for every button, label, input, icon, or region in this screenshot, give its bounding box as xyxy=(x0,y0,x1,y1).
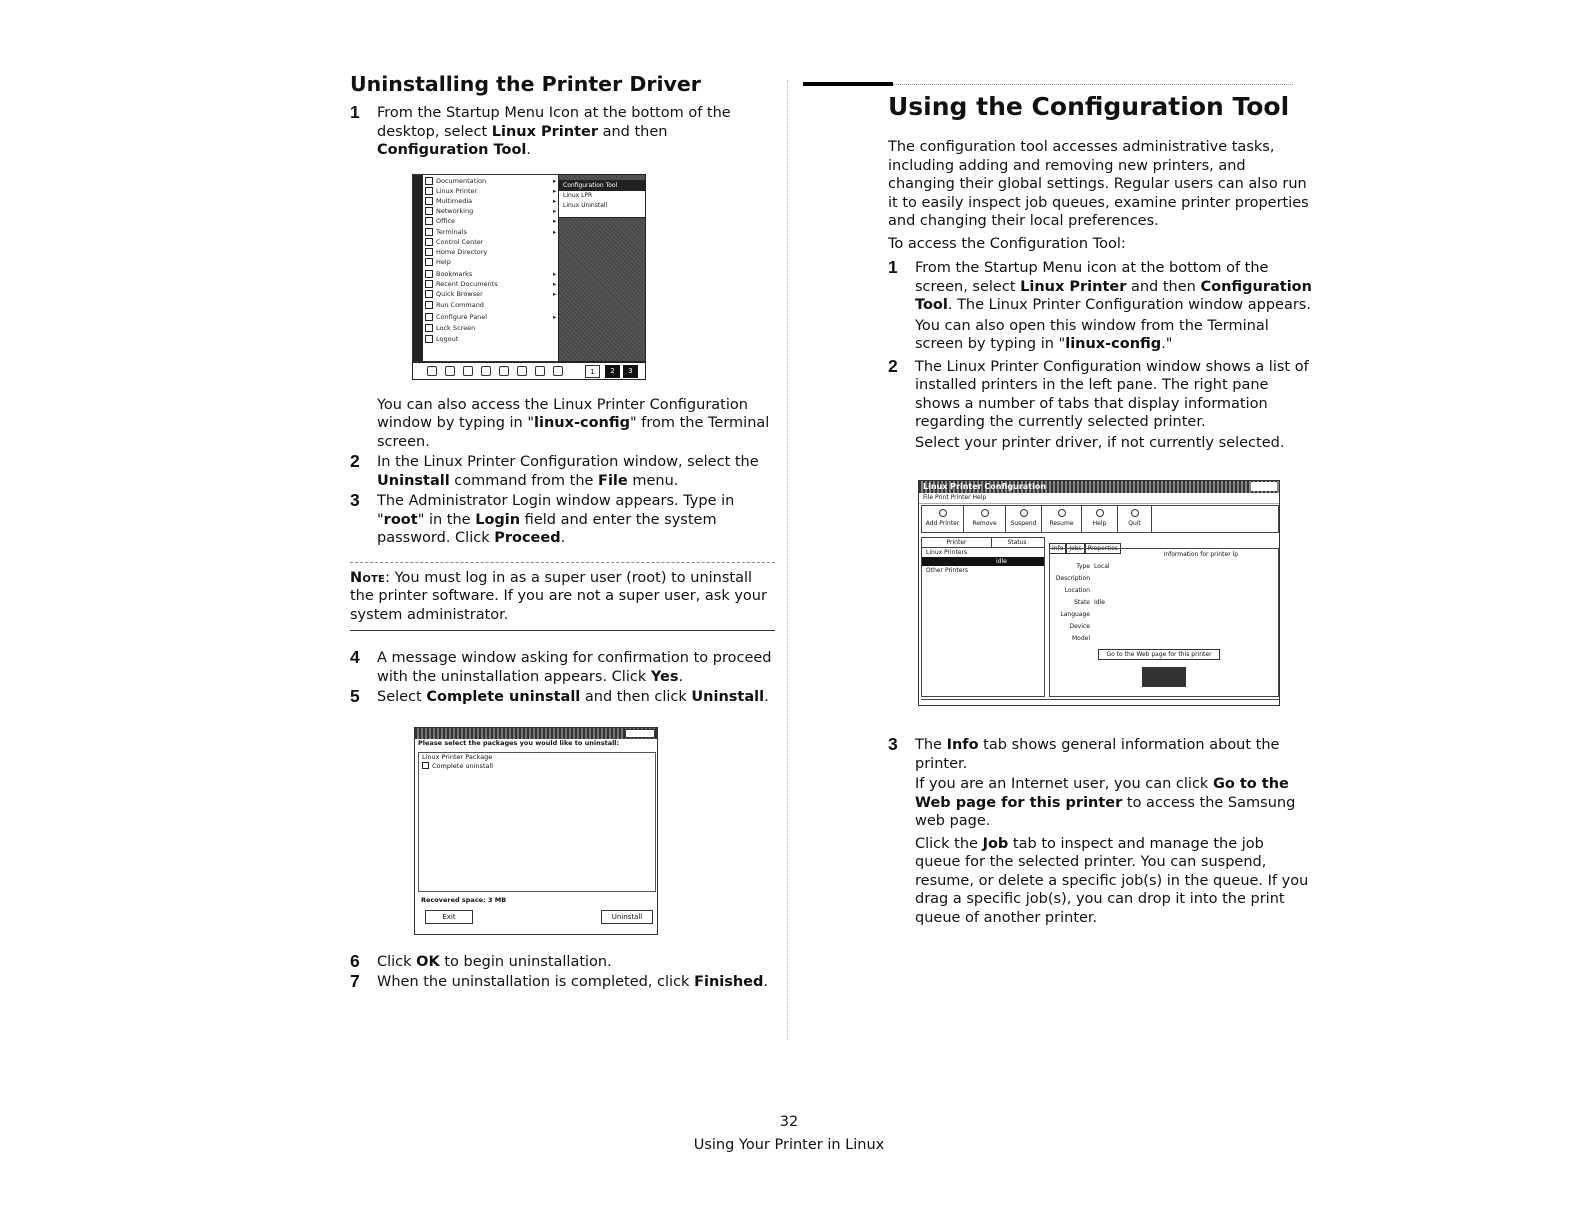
bold-term: Job xyxy=(982,835,1009,852)
menu-item-label: Logout xyxy=(436,334,459,343)
start-menu-screenshot xyxy=(412,174,646,380)
note-box xyxy=(350,562,775,632)
step-text: to begin uninstallation. xyxy=(439,953,612,970)
step-text: From the Startup Menu Icon at the bottom of the desktop, select xyxy=(377,105,731,140)
paragraph-text: ." xyxy=(1161,336,1173,352)
tab-jobs: Jobs xyxy=(1066,543,1084,554)
menu-item-label: Networking xyxy=(436,206,474,215)
access-paragraph: To access the Configuration Tool: xyxy=(888,235,1126,252)
window-titlebar xyxy=(919,481,1279,493)
bold-term: linux-config xyxy=(534,415,630,431)
menu-item-icon xyxy=(425,258,433,266)
tool-label: Suspend xyxy=(1010,520,1037,527)
step-3 xyxy=(350,492,775,548)
window-controls xyxy=(625,729,655,738)
section-rule xyxy=(803,82,893,86)
info-title: Information for printer lp xyxy=(1163,551,1238,558)
column-header: Printer xyxy=(922,538,992,547)
menu-item-label: Multimedia xyxy=(436,196,473,205)
start-menu xyxy=(412,174,560,362)
list-item: Linux Printers xyxy=(926,549,968,556)
dialog-titlebar xyxy=(415,728,657,739)
paragraph-text: Click the xyxy=(915,835,983,852)
menu-item-icon xyxy=(425,197,433,205)
step-text: . xyxy=(560,530,566,546)
step-3 xyxy=(888,736,1313,773)
toolbar xyxy=(921,505,1279,533)
step-text: From the Startup Menu icon at the bottom of the screen, select xyxy=(915,260,1269,295)
paragraph-text: You can also open this window from the Terminal screen by typing in " xyxy=(915,317,1269,352)
menu-item: Quick Browser ▸ xyxy=(425,290,483,298)
bold-term: Linux Printer xyxy=(491,123,598,140)
step-number: 5 xyxy=(350,686,360,706)
step-number: 1 xyxy=(888,257,898,277)
note-text: You must log in as a super user (root) to uninstall the printer software. If you are not a super user, ask your system administrator. xyxy=(350,569,767,623)
menu-item-icon xyxy=(425,324,433,332)
step-2 xyxy=(350,453,775,490)
uninstall-dialog-screenshot xyxy=(414,727,658,935)
bold-term: Complete uninstall xyxy=(426,689,581,705)
note-label: Note xyxy=(350,569,386,586)
bold-term: Login xyxy=(475,511,521,528)
menu-item: Documentation ▸ xyxy=(425,177,486,185)
menu-side-strip xyxy=(413,175,423,361)
left-column xyxy=(350,70,775,994)
bold-term: Linux Printer xyxy=(1020,278,1127,295)
paragraph-text: You can also access the Linux Printer Configuration window by typing in " xyxy=(377,396,748,431)
column-header: Status xyxy=(1007,539,1027,546)
app-icon xyxy=(535,366,545,376)
menu-item-icon xyxy=(425,187,433,195)
paragraph-text: to access the Samsung web page. xyxy=(915,794,1296,829)
bold-term: Proceed xyxy=(494,530,561,546)
remove-button xyxy=(964,506,1006,532)
add-printer-icon xyxy=(939,509,947,517)
note-colon: : xyxy=(385,569,390,586)
printer-status: idle xyxy=(996,558,1007,565)
menu-item-icon xyxy=(425,177,433,185)
step-text: and then click xyxy=(580,689,692,705)
bold-term: Info xyxy=(946,737,979,753)
menu-item: Bookmarks ▸ xyxy=(425,270,472,278)
menu-item-label: Bookmarks xyxy=(436,269,473,278)
menu-item xyxy=(425,301,484,309)
app-icon xyxy=(445,366,455,376)
menu-item-icon xyxy=(425,228,433,236)
complete-uninstall-option xyxy=(419,762,655,771)
step-text: and then xyxy=(1126,278,1201,295)
list-item: Other Printers xyxy=(926,567,969,574)
checkbox-icon xyxy=(422,762,429,769)
step-text: " in the xyxy=(417,511,476,528)
bold-term: Configuration Tool xyxy=(915,278,1312,313)
info-field xyxy=(1050,597,1278,609)
field-label: State xyxy=(1074,599,1090,606)
menu-item: Recent Documents ▸ xyxy=(425,280,498,288)
menu-item-icon xyxy=(425,280,433,288)
menu-item xyxy=(425,335,458,343)
submenu-item: Configuration Tool xyxy=(559,181,645,191)
menu-item xyxy=(425,324,475,332)
bold-term: Uninstall xyxy=(377,472,450,489)
paragraph-text: If you are an Internet user, you can click xyxy=(915,776,1213,792)
step-text: In the Linux Printer Configuration window, select the xyxy=(377,454,759,470)
window-title: Linux Printer Configuration xyxy=(923,482,1046,491)
menu-item xyxy=(425,238,483,246)
samsung-logo xyxy=(1142,667,1186,687)
add-printer-button xyxy=(922,506,964,532)
menu-item-icon xyxy=(425,217,433,225)
option-label: Complete uninstall xyxy=(432,761,494,770)
paragraph xyxy=(350,396,775,452)
app-icon xyxy=(463,366,473,376)
menu-item: Office ▸ xyxy=(425,217,455,225)
step-text: The xyxy=(915,737,947,753)
step-text: field and enter the system password. Click xyxy=(377,511,717,546)
menu-item-icon xyxy=(425,290,433,298)
step-text: . xyxy=(526,142,532,158)
menu-item-label: Office xyxy=(436,216,455,225)
selected-printer-row xyxy=(922,557,1044,566)
bold-term: Configuration Tool xyxy=(377,142,527,158)
suspend-button xyxy=(1006,506,1042,532)
step-text: and then xyxy=(598,123,668,140)
info-field xyxy=(1050,609,1278,621)
menu-item-icon xyxy=(425,270,433,278)
bold-term: OK xyxy=(416,953,440,970)
field-value: Idle xyxy=(1094,599,1105,606)
info-field xyxy=(1050,561,1278,573)
remove-icon xyxy=(981,509,989,517)
field-value: Local xyxy=(1094,563,1110,570)
step-number: 7 xyxy=(350,971,360,991)
info-field xyxy=(1050,585,1278,597)
quit-button xyxy=(1118,506,1152,532)
step-text: Select xyxy=(377,689,427,705)
paragraph-text: " from the Terminal screen. xyxy=(377,415,770,450)
bold-term: Go to the Web page for this printer xyxy=(915,776,1289,811)
menu-item-icon xyxy=(425,238,433,246)
menu-item-icon xyxy=(425,248,433,256)
help-button xyxy=(1082,506,1118,532)
menu-item-label: Run Command xyxy=(436,300,484,309)
internet-paragraph xyxy=(888,775,1313,831)
menu-item: Multimedia ▸ xyxy=(425,197,472,205)
tool-label: Resume xyxy=(1049,520,1074,527)
configuration-tool-screenshot xyxy=(918,480,1280,706)
field-label: Language xyxy=(1060,611,1090,618)
tab-properties: Properties xyxy=(1085,543,1121,554)
info-field xyxy=(1050,633,1278,645)
info-panel xyxy=(1049,548,1279,697)
paragraph-text: tab to inspect and manage the job queue for the selected printer. You can suspend, resume, or delete a specific job(s) in the queue. If you drag a specific job(s), you can drop it into the print queue of another printer. xyxy=(915,835,1309,926)
quit-icon xyxy=(1131,509,1139,517)
step-2 xyxy=(888,355,1313,432)
info-field xyxy=(1050,621,1278,633)
menu-item-label: Recent Documents xyxy=(436,279,498,288)
field-label: Device xyxy=(1069,623,1090,630)
submenu-item: Linux Uninstall xyxy=(563,201,608,209)
menu-item xyxy=(425,258,451,266)
bold-term: Yes xyxy=(650,668,679,685)
menu-item: Linux Printer ▸ xyxy=(425,187,477,195)
select-paragraph: Select your printer driver, if not currently selected. xyxy=(915,434,1285,451)
package-list xyxy=(418,752,656,892)
submenu xyxy=(558,180,646,218)
menu-item-label: Control Center xyxy=(436,237,484,246)
tool-label: Help xyxy=(1092,520,1107,527)
bold-term: Uninstall xyxy=(691,689,765,705)
menu-item-label: Documentation xyxy=(436,176,487,185)
menu-bar: File Print Printer Help xyxy=(919,493,1279,504)
bold-term: linux-config xyxy=(1065,336,1162,352)
section-heading: Uninstalling the Printer Driver xyxy=(350,72,701,96)
step-number: 3 xyxy=(888,734,898,754)
app-icon xyxy=(481,366,491,376)
step-number: 1 xyxy=(350,102,360,122)
right-column xyxy=(888,82,1313,929)
step-text: The Administrator Login window appears. Type in " xyxy=(377,493,735,528)
help-icon xyxy=(1096,509,1104,517)
workspace-3: 3 xyxy=(623,365,638,378)
paragraph xyxy=(888,317,1313,354)
step-number: 4 xyxy=(350,647,360,667)
menu-item-icon xyxy=(425,335,433,343)
step-number: 6 xyxy=(350,950,360,971)
step-text: . xyxy=(764,689,769,705)
app-icon xyxy=(553,366,563,376)
job-paragraph xyxy=(888,835,1313,928)
tool-label: Remove xyxy=(972,520,997,527)
step-text: Click xyxy=(377,953,417,970)
menu-item-label: Configure Panel xyxy=(436,312,488,321)
step-number: 2 xyxy=(350,451,360,471)
window-controls xyxy=(1251,482,1277,491)
tool-label: Quit xyxy=(1128,520,1141,527)
page-number: 32 xyxy=(779,1114,799,1130)
menu-item xyxy=(425,248,487,256)
step-number: 2 xyxy=(888,355,898,376)
step-text: menu. xyxy=(627,472,679,489)
resume-icon xyxy=(1058,509,1066,517)
menu-item: Configure Panel ▸ xyxy=(425,313,487,321)
step-1 xyxy=(888,259,1313,315)
menu-item-label: Lock Screen xyxy=(436,323,476,332)
bold-term: File xyxy=(598,472,628,489)
workspace-1: 1 xyxy=(585,365,600,378)
tab-info: Info xyxy=(1049,543,1066,554)
step-text: . xyxy=(763,974,769,990)
workspace-2: 2 xyxy=(605,365,620,378)
suspend-icon xyxy=(1020,509,1028,517)
field-label: Model xyxy=(1071,635,1090,642)
step-number: 3 xyxy=(350,490,360,510)
submenu-item: Linux LPR xyxy=(563,191,593,199)
step-4 xyxy=(350,649,775,686)
step-text: . xyxy=(678,668,684,685)
status-bar xyxy=(921,699,1279,705)
list-header xyxy=(922,538,1044,548)
info-field xyxy=(1050,573,1278,585)
bold-term: root xyxy=(383,511,418,528)
footer-section-title: Using Your Printer in Linux xyxy=(693,1137,885,1153)
step-text: . The Linux Printer Configuration window appears. xyxy=(947,297,1311,313)
menu-item-label: Terminals xyxy=(436,227,467,236)
taskbar xyxy=(412,362,646,380)
intro-paragraph: The configuration tool accesses administrative tasks, including adding and removing new printers, and changing their global settings. Regular users can also run it to easily inspect job queues, examine printer properties and changing their local preferences. xyxy=(888,139,1309,229)
resume-button xyxy=(1042,506,1082,532)
printer-info-pane xyxy=(1049,537,1279,697)
column-divider xyxy=(787,80,788,1040)
dialog-prompt: Please select the packages you would like to uninstall: xyxy=(418,738,620,747)
step-7 xyxy=(350,973,775,992)
menu-item-icon xyxy=(425,207,433,215)
step-text: The Linux Printer Configuration window shows a list of installed printers in the left pane. The right pane shows a number of tabs that display information regarding the currently selected printer. xyxy=(915,358,1309,430)
step-text: When the uninstallation is completed, click xyxy=(377,974,695,990)
tool-label: Add Printer xyxy=(925,520,960,527)
chapter-heading: Using the Configuration Tool xyxy=(888,92,1290,121)
field-label: Type xyxy=(1076,563,1090,570)
recovered-space: Recovered space: 3 MB xyxy=(421,895,507,904)
app-icon xyxy=(499,366,509,376)
web-page-button: Go to the Web page for this printer xyxy=(1098,649,1220,660)
home-icon xyxy=(517,366,527,376)
step-text: tab shows general information about the printer. xyxy=(915,737,1280,772)
exit-button: Exit xyxy=(425,910,473,924)
bold-term: Finished xyxy=(694,974,764,990)
menu-item-icon xyxy=(425,313,433,321)
step-5 xyxy=(350,688,775,707)
field-label: Location xyxy=(1064,587,1090,594)
step-6 xyxy=(350,950,775,972)
menu-item: Terminals ▸ xyxy=(425,228,467,236)
menu-item-label: Help xyxy=(436,257,451,266)
uninstall-button: Uninstall xyxy=(601,910,653,924)
menu-item-label: Home Directory xyxy=(436,247,488,256)
menu-item-label: Quick Browser xyxy=(436,289,483,298)
step-1 xyxy=(350,104,775,160)
menu-item-icon xyxy=(425,301,433,309)
step-text: A message window asking for confirmation to proceed with the uninstallation appears. Click xyxy=(377,650,772,685)
gear-icon xyxy=(427,366,437,376)
field-label: Description xyxy=(1055,575,1090,582)
package-name: Linux Printer Package xyxy=(422,752,493,761)
printer-list-pane xyxy=(921,537,1045,697)
menu-item-label: Linux Printer xyxy=(436,186,478,195)
step-text: command from the xyxy=(449,472,599,489)
menu-item: Networking ▸ xyxy=(425,207,473,215)
